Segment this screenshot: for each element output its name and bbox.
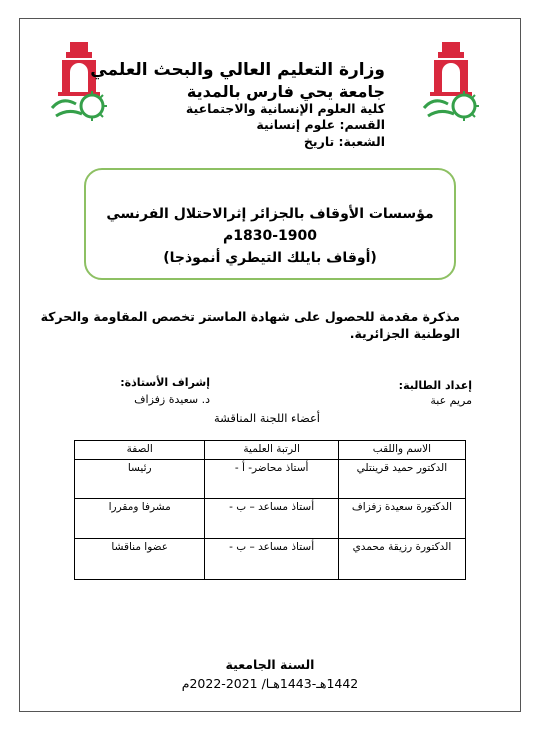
memo-text-line-2: الوطنية الجزائرية. xyxy=(349,326,460,341)
jury-member-role: عضوا مناقشا xyxy=(75,538,205,579)
jury-member-role: رئيسا xyxy=(75,460,205,499)
jury-table xyxy=(74,440,466,580)
column-header-role: الصفة xyxy=(75,441,205,460)
supervisor-name: د. سعيدة زفزاف xyxy=(134,393,210,406)
jury-member-role: مشرفا ومقررا xyxy=(75,499,205,538)
committee-title: أعضاء اللجنة المناقشة xyxy=(213,411,320,425)
thesis-period: 1830-1900م xyxy=(222,228,317,244)
student-name: مريم عبة xyxy=(430,394,472,407)
table-row xyxy=(75,538,466,579)
thesis-title: مؤسسات الأوقاف بالجزائر إثرالاحتلال الفرنسي xyxy=(106,206,434,222)
jury-member-name: الدكتورة سعيدة زفزاف xyxy=(338,499,465,538)
faculty-title: كلية العلوم الإنسانية والاجتماعية xyxy=(185,101,385,116)
department-title: القسم: علوم إنسانية xyxy=(256,117,385,132)
jury-member-rank: أستاذ مساعد – ب - xyxy=(205,499,338,538)
ministry-title: وزارة التعليم العالي والبحث العلمي xyxy=(90,60,385,80)
column-header-rank: الرتبة العلمية xyxy=(205,441,338,460)
academic-year-label: السنة الجامعية xyxy=(225,657,315,672)
table-row xyxy=(75,499,466,538)
table-header-row xyxy=(75,441,466,460)
university-logo-icon xyxy=(48,40,110,122)
university-logo-icon xyxy=(420,40,482,122)
jury-member-name: الدكتورة رزيقة محمدي xyxy=(338,538,465,579)
thesis-title-box xyxy=(84,168,456,280)
supervisor-label: إشراف الأستاذة: xyxy=(120,376,210,389)
student-label: إعداد الطالبة: xyxy=(398,379,472,392)
thesis-subtitle: (أوقاف بايلك التيطري أنموذجا) xyxy=(163,250,377,266)
academic-year-value: 1442هـ-1443هـا/ 2021-2022م xyxy=(181,676,359,691)
branch-title: الشعبة: تاريخ xyxy=(303,134,385,149)
jury-member-rank: أستاذ محاضر- أ - xyxy=(205,460,338,499)
column-header-name: الاسم واللقب xyxy=(338,441,465,460)
university-title: جامعة يحي فارس بالمدية xyxy=(186,82,385,101)
jury-member-name: الدكتور حميد قرينتلي xyxy=(338,460,465,499)
jury-member-rank: أستاذ مساعد – ب - xyxy=(205,538,338,579)
table-row xyxy=(75,460,466,499)
memo-text-line-1: مذكرة مقدمة للحصول على شهادة الماستر تخصص المقاومة والحركة xyxy=(40,309,460,324)
